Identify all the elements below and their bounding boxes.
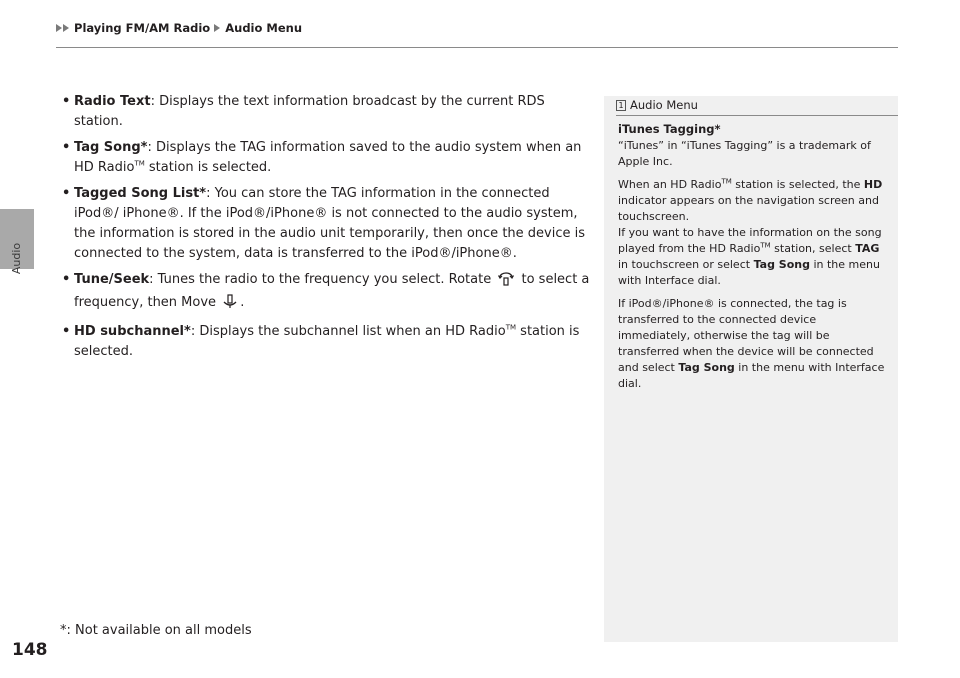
reference-number: 1 (616, 100, 626, 111)
item-text: station is selected. (74, 324, 580, 359)
sidebar-heading (616, 96, 898, 116)
item-text: : Displays the TAG information saved to the audio system when an HD Radio (74, 140, 582, 175)
item-text: to select a frequency, then Move (74, 272, 590, 310)
trademark-mark: TM (721, 177, 732, 186)
bullet-dot: • (62, 94, 71, 109)
arrow-right-icon (56, 24, 62, 32)
page-number: 148 (12, 640, 48, 660)
bullet-dot: • (62, 324, 71, 339)
list-item (62, 92, 592, 132)
interface-dial-rotate-icon (497, 270, 515, 293)
sidebar-text: in the menu with Interface dial. (618, 361, 885, 390)
sidebar-title: iTunes Tagging* (618, 122, 721, 136)
item-text: . (240, 295, 245, 310)
breadcrumb (56, 21, 302, 35)
item-text: : Tunes the radio to the frequency you select. Rotate (149, 272, 492, 287)
bullet-dot: • (62, 140, 71, 155)
sidebar-bold: HD (863, 178, 883, 191)
item-term: HD subchannel* (74, 324, 191, 339)
sidebar-paragraph (618, 225, 886, 289)
footnote: *: Not available on all models (60, 623, 252, 638)
item-term: Tune/Seek (74, 272, 150, 287)
item-text: station is selected. (144, 160, 272, 175)
trademark-mark: TM (760, 241, 771, 250)
sidebar-paragraph (618, 296, 886, 392)
sidebar-text: When an HD Radio (618, 178, 722, 191)
header-divider (56, 47, 898, 48)
bullet-dot: • (62, 186, 71, 201)
section-tab-label: Audio (10, 242, 24, 274)
sidebar-text: in the menu with Interface dial. (618, 258, 880, 287)
arrow-right-icon (63, 24, 69, 32)
sidebar-text: in touchscreen or select (618, 258, 754, 271)
item-text: : Displays the subchannel list when an HD Radio (190, 324, 506, 339)
sidebar-text: If iPod®/iPhone® is connected, the tag is transferred to the connected device immediately, otherwise the tag will be transferred when the device will be connected and select (618, 297, 874, 374)
list-item (62, 138, 592, 178)
sidebar-text: station, select (770, 242, 856, 255)
list-item (62, 270, 592, 316)
sidebar-bold: TAG (855, 242, 880, 255)
sidebar-bold: Tag Song (753, 258, 810, 271)
item-term: Tag Song* (74, 140, 148, 155)
item-text: : You can store the TAG information in the connected iPod®/ iPhone®. If the iPod®/iPhone® is not connected to the audio system, the information is stored in the audio unit temporarily, then once the device is connected to the system, data is transferred to the iPod®/iPhone®. (74, 186, 585, 261)
sidebar-paragraph: “iTunes” in “iTunes Tagging” is a trademark of Apple Inc. (618, 139, 871, 168)
sidebar-paragraph (618, 177, 886, 225)
sidebar-note (604, 96, 898, 642)
bullet-dot: • (62, 272, 71, 287)
sidebar-text: station is selected, the (731, 178, 864, 191)
list-item (62, 322, 592, 362)
trademark-mark: TM (505, 323, 517, 332)
main-content (62, 92, 592, 368)
arrow-right-icon (214, 24, 220, 32)
item-term: Tagged Song List* (74, 186, 207, 201)
breadcrumb-item-radio[interactable]: Playing FM/AM Radio (74, 21, 211, 35)
item-text: : Displays the text information broadcast by the current RDS station. (74, 94, 545, 129)
interface-dial-move-icon (222, 293, 238, 316)
sidebar-text: If you want to have the information on the song played from the HD Radio (618, 226, 882, 255)
sidebar-body (604, 116, 898, 392)
section-tab-label-wrap (0, 238, 34, 278)
trademark-mark: TM (134, 159, 145, 168)
sidebar-bold: Tag Song (678, 361, 735, 374)
sidebar-text: indicator appears on the navigation screen and touchscreen. (618, 194, 879, 223)
item-term: Radio Text (74, 94, 151, 109)
sidebar-heading-text[interactable]: Audio Menu (630, 98, 698, 112)
breadcrumb-item-audio-menu[interactable]: Audio Menu (225, 21, 303, 35)
list-item (62, 184, 592, 264)
